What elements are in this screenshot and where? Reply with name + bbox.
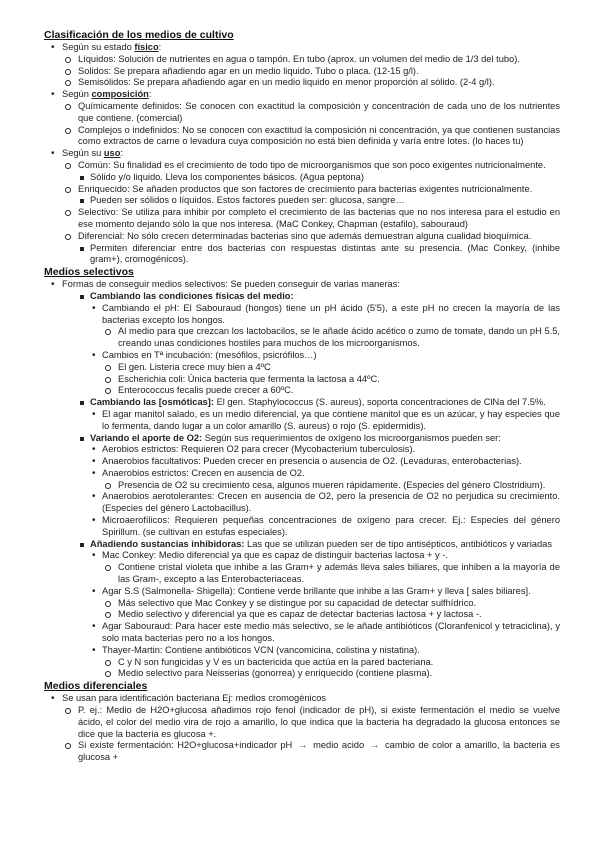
clasificacion-list (44, 42, 560, 266)
diferenciales-list (44, 693, 560, 764)
list-item: Líquidos: Solución de nutrientes en agua o tampón. En tubo (aprox. un volumen del medio de 1/3 del tubo). (62, 54, 560, 66)
list-item: • Anaerobios facultativos: Pueden crecer en presencia o ausencia de O2. (Levaduras, enterobacterias). (90, 456, 560, 468)
list-item: • Anaerobios aerotolerantes: Crecen en ausencia de O2, pero la presencia de O2 no perjudica su crecimiento. (Especies del género Lactobacillus). (90, 491, 560, 515)
list-item-diferencial: Diferencial: No sólo crecen determinadas bacterias sino que además demuestran alguna cualidad bioquímica. Permiten diferenciar entre dos bacterias con respuestas distintas ante su presencia. (Mac Conkey, (inhibe gram+), cromogénicos). (62, 231, 560, 266)
list-item-comun: Común: Su finalidad es el crecimiento de todo tipo de microorganismos que son poco exigentes nutricionalmente. Sólido y/o liquido. Lleva los componentes básicos. (Agua peptona) (62, 160, 560, 184)
list-item: Presencia de O2 su crecimiento cesa, algunos mueren rápidamente. (Especies del género Clostridium). (102, 480, 560, 492)
section-title-selectivos: Medios selectivos (44, 266, 134, 279)
list-item: • Thayer-Martin: Contiene antibióticos VCN (vancomicina, colistina y nistatina). C y N son fungicidas y V es un bactericida que actúa en la pared bacteriana. Medio selectivo para Neisserias (gonorrea) y enriquecido (contiene plasma). (90, 645, 560, 680)
list-item: Permiten diferenciar entre dos bacterias con respuestas distintas ante su presencia. (Mac Conkey, (inhibe gram+), cromogénicos). (78, 243, 560, 267)
list-item-estado: • Según su estado físico: Líquidos: Solución de nutrientes en agua o tampón. En tubo (aprox. un volumen del medio de 1/3 del tubo). Solidos: Se prepara añadiendo agar en un medio liquido. Tubo o placa. (12-15 g/l). Semisólidos: Se prepara añadiendo agar en un medio liquido en menor proporción al sólido. (2-4 g/l). (44, 42, 560, 89)
arrow-right-icon: → (369, 740, 380, 751)
list-item: • Mac Conkey: Medio diferencial ya que es capaz de distinguir bacterias lactosa + y -. Contiene cristal violeta que inhibe a las Gram+ y además lleva sales biliares, que inhiben a la mayoría de las Gram-, excepto a las Enterobacteriaceas. (90, 550, 560, 585)
arrow-right-icon: → (298, 740, 308, 751)
list-item-fermentacion: Si existe fermentación: H2O+glucosa+indicador pH → medio acido → cambio de color a amarillo, la bacteria es glucosa + (62, 740, 560, 764)
list-item-formas: • Formas de conseguir medios selectivos: Se pueden conseguir de varias maneras: Cambiando las condiciones físicas del medio: • Cambiando el pH: El Sabouraud (hongos) tiene un pH ácido (5'5), a este pH no crecen la mayoría de las bacterias excepto los hongos. Al medio para que crezcan los lactobacilos, se le añade ácido acético o zumo de tomate, dando un pH 5.5, creando unas condiciones hostiles para muchos de los microorganismos. • Cambios en Tª incubación: (mesófilos, psicrófilos…) El gen. Listeria crece muy bien a 4ºC Escherichia coli: Única bacteria que fermenta la lactosa a 44ºC. Enterococcus fecalis puede crecer a 60ºC. Cambiando las [osmóticas]: El gen. Staphylococcus (S. aureus), soporta concentraciones de ClNa del 7.5%. • El agar manitol salado, es un medio diferencial, ya que contiene manitol que es un azúcar, y hay especies que lo fermenta, dando lugar a un color amarillo (S. aureus) o rojo (S. epidermidis). Variando el aporte de O2: Según sus requerimientos de oxígeno los microorganismos pueden ser: • Aerobios estrictos: Requieren O2 para crecer (Mycobacterium tuberculosis). • Anaerobios facultativos: Pueden crecer en presencia o ausencia de O2. (Levaduras, enterobacterias). • Anaerobios estrictos: Crecen en ausencia de O2. Presencia de O2 su crecimiento cesa, algunos mueren rápidamente. (Especies del género Clostridium). • Anaerobios aerotolerantes: Crecen en ausencia de O2, pero la presencia de O2 no perjudica su crecimiento. (Especies del género Lactobacillus). • Microaerofílicos: Requieren pequeñas concentraciones de oxígeno para crecer. Ej.: Especies del género Spirillum. (se cultivan en estufas especiales). Añadiendo sustancias inhibidoras: Las que se utilizan pueden ser de tipo antisépticos, antibióticos y variadas • Mac Conkey: Medio diferencial ya que es capaz de distinguir bacterias lactosa + y -. Contiene cristal violeta que inhibe a las Gram+ y además lleva sales biliares, que inhiben a la mayoría de las Gram-, excepto a las Enterobacteriaceas. • Agar S.S (Salmonella- Shigella): Contiene verde brillante que inhibe a las Gram+ y lleva [ sales biliares]. Más selectivo que Mac Conkey y se distingue por su capacidad de detectar sulfhídrico. Medio selectivo y diferencial ya que es capaz de detectar bacterias lactosa + y lactosa -. • Agar Sabouraud: Para hacer este medio más selectivo, se le añade antibióticos (Cloranfenicol y tetraciclina), y solo mata bacterias pero no a los hongos. • Thayer-Martin: Contiene antibióticos VCN (vancomicina, colistina y nistatina). C y N son fungicidas y V es un bactericida que actúa en la pared bacteriana. Medio selectivo para Neisserias (gonorrea) y enriquecido (contiene plasma). (44, 279, 560, 680)
list-item: Químicamente definidos: Se conocen con exactitud la composición y concentración de cada uno de los nutrientes que contiene. (comercial) (62, 101, 560, 125)
list-item: Medio selectivo para Neisserias (gonorrea) y enriquecido (contiene plasma). (102, 668, 560, 680)
list-item: Más selectivo que Mac Conkey y se distingue por su capacidad de detectar sulfhídrico. (102, 598, 560, 610)
list-item-uso: • Según su uso: Común: Su finalidad es el crecimiento de todo tipo de microorganismos que son poco exigentes nutricionalmente. Sólido y/o liquido. Lleva los componentes básicos. (Agua peptona) Enriquecido: Se añaden productos que son factores de crecimiento para bacterias exigentes nutricionalmente. Pueden ser sólidos o líquidos. Estos factores pueden ser: glucosa, sangre… Selectivo: Se utiliza para inhibir por completo el crecimiento de las bacterias que no nos interesa para el estudio en ese momento dejando sólo la que nos interesa. (MaC Conkey, Chapman (estafilo), sabouraud) Diferencial: No sólo crecen determinadas bacterias sino que además demuestran alguna cualidad bioquímica. Permiten diferenciar entre dos bacterias con respuestas distintas ante su presencia. (Mac Conkey, (inhibe gram+), cromogénicos). (44, 148, 560, 266)
list-item: Enterococcus fecalis puede crecer a 60ºC. (102, 385, 560, 397)
list-item: P. ej.: Medio de H2O+glucosa añadimos rojo fenol (indicador de pH), si existe fermentación el medio se vuelve ácido, el color del medio vira de rojo a amarillo, lo que indica que la bacteria ha degradado la glucosa entonces se dice que la bacteria es glucosa +. (62, 705, 560, 740)
list-item: • Aerobios estrictos: Requieren O2 para crecer (Mycobacterium tuberculosis). (90, 444, 560, 456)
list-item: El gen. Listeria crece muy bien a 4ºC (102, 362, 560, 374)
section-title-clasificacion: Clasificación de los medios de cultivo (44, 29, 234, 41)
list-item: Al medio para que crezcan los lactobacilos, se le añade ácido acético o zumo de tomate, dando un pH 5.5, creando unas condiciones hostiles para muchos de los microorganismos. (102, 326, 560, 350)
list-item: Semisólidos: Se prepara añadiendo agar en un medio liquido en menor proporción al sólido. (2-4 g/l). (62, 77, 560, 89)
list-item: • Agar Sabouraud: Para hacer este medio más selectivo, se le añade antibióticos (Cloranfenicol y tetraciclina), y solo mata bacterias pero no a los hongos. (90, 621, 560, 645)
list-item-temp: • Cambios en Tª incubación: (mesófilos, psicrófilos…) El gen. Listeria crece muy bien a 4ºC Escherichia coli: Única bacteria que fermenta la lactosa a 44ºC. Enterococcus fecalis puede crecer a 60ºC. (90, 350, 560, 397)
list-item-intro: • Se usan para identificación bacteriana Ej: medios cromogénicos P. ej.: Medio de H2O+glucosa añadimos rojo fenol (indicador de pH), si existe fermentación el medio se vuelve ácido, el color del medio vira de rojo a amarillo, lo que indica que la bacteria ha degradado la glucosa entonces se dice que la bacteria es glucosa +. Si existe fermentación: H2O+glucosa+indicador pH → medio acido → cambio de color a amarillo, la bacteria es glucosa + (44, 693, 560, 764)
list-item-enriquecido: Enriquecido: Se añaden productos que son factores de crecimiento para bacterias exigentes nutricionalmente. Pueden ser sólidos o líquidos. Estos factores pueden ser: glucosa, sangre… (62, 184, 560, 208)
list-item-fisicas: Cambiando las condiciones físicas del medio: • Cambiando el pH: El Sabouraud (hongos) tiene un pH ácido (5'5), a este pH no crecen la mayoría de las bacterias excepto los hongos. Al medio para que crezcan los lactobacilos, se le añade ácido acético o zumo de tomate, dando un pH 5.5, creando unas condiciones hostiles para muchos de los microorganismos. • Cambios en Tª incubación: (mesófilos, psicrófilos…) El gen. Listeria crece muy bien a 4ºC Escherichia coli: Única bacteria que fermenta la lactosa a 44ºC. Enterococcus fecalis puede crecer a 60ºC. (78, 291, 560, 397)
list-item-selectivo: Selectivo: Se utiliza para inhibir por completo el crecimiento de las bacterias que no nos interesa para el estudio en ese momento dejando sólo la que nos interesa. (MaC Conkey, Chapman (estafilo), sabouraud) (62, 207, 560, 231)
list-item: • Agar S.S (Salmonella- Shigella): Contiene verde brillante que inhibe a las Gram+ y lleva [ sales biliares]. Más selectivo que Mac Conkey y se distingue por su capacidad de detectar sulfhídrico. Medio selectivo y diferencial ya que es capaz de detectar bacterias lactosa + y lactosa -. (90, 586, 560, 621)
list-item: • Microaerofílicos: Requieren pequeñas concentraciones de oxígeno para crecer. Ej.: Especies del género Spirillum. (se cultivan en estufas especiales). (90, 515, 560, 539)
list-item: Pueden ser sólidos o líquidos. Estos factores pueden ser: glucosa, sangre… (78, 195, 560, 207)
list-item-ph: • Cambiando el pH: El Sabouraud (hongos) tiene un pH ácido (5'5), a este pH no crecen la mayoría de las bacterias excepto los hongos. Al medio para que crezcan los lactobacilos, se le añade ácido acético o zumo de tomate, dando un pH 5.5, creando unas condiciones hostiles para muchos de los microorganismos. (90, 303, 560, 350)
list-item: Medio selectivo y diferencial ya que es capaz de detectar bacterias lactosa + y lactosa -. (102, 609, 560, 621)
list-item: Escherichia coli: Única bacteria que fermenta la lactosa a 44ºC. (102, 374, 560, 386)
list-item: Complejos o indefinidos: No se conocen con exactitud la composición ni concentración, ya que contienen sustancias como extractos de carne o levadura cuya composición no está bien definida y varía entre lotes. (lo haces tu) (62, 125, 560, 149)
list-item: Sólido y/o liquido. Lleva los componentes básicos. (Agua peptona) (78, 172, 560, 184)
list-item-inhibidoras: Añadiendo sustancias inhibidoras: Las que se utilizan pueden ser de tipo antisépticos, antibióticos y variadas • Mac Conkey: Medio diferencial ya que es capaz de distinguir bacterias lactosa + y -. Contiene cristal violeta que inhibe a las Gram+ y además lleva sales biliares, que inhiben a la mayoría de las Gram-, excepto a las Enterobacteriaceas. • Agar S.S (Salmonella- Shigella): Contiene verde brillante que inhibe a las Gram+ y lleva [ sales biliares]. Más selectivo que Mac Conkey y se distingue por su capacidad de detectar sulfhídrico. Medio selectivo y diferencial ya que es capaz de detectar bacterias lactosa + y lactosa -. • Agar Sabouraud: Para hacer este medio más selectivo, se le añade antibióticos (Cloranfenicol y tetraciclina), y solo mata bacterias pero no a los hongos. • Thayer-Martin: Contiene antibióticos VCN (vancomicina, colistina y nistatina). C y N son fungicidas y V es un bactericida que actúa en la pared bacteriana. Medio selectivo para Neisserias (gonorrea) y enriquecido (contiene plasma). (78, 539, 560, 681)
section-title-diferenciales: Medios diferenciales (44, 680, 148, 693)
list-item: Contiene cristal violeta que inhibe a las Gram+ y además lleva sales biliares, que inhiben a la mayoría de las Gram-, excepto a las Enterobacteriaceas. (102, 562, 560, 586)
list-item-o2: Variando el aporte de O2: Según sus requerimientos de oxígeno los microorganismos pueden ser: • Aerobios estrictos: Requieren O2 para crecer (Mycobacterium tuberculosis). • Anaerobios facultativos: Pueden crecer en presencia o ausencia de O2. (Levaduras, enterobacterias). • Anaerobios estrictos: Crecen en ausencia de O2. Presencia de O2 su crecimiento cesa, algunos mueren rápidamente. (Especies del género Clostridium). • Anaerobios aerotolerantes: Crecen en ausencia de O2, pero la presencia de O2 no perjudica su crecimiento. (Especies del género Lactobacillus). • Microaerofílicos: Requieren pequeñas concentraciones de oxígeno para crecer. Ej.: Especies del género Spirillum. (se cultivan en estufas especiales). (78, 433, 560, 539)
list-item-osmoticas: Cambiando las [osmóticas]: El gen. Staphylococcus (S. aureus), soporta concentraciones de ClNa del 7.5%. • El agar manitol salado, es un medio diferencial, ya que contiene manitol que es un azúcar, y hay especies que lo fermenta, dando lugar a un color amarillo (S. aureus) o rojo (S. epidermidis). (78, 397, 560, 432)
list-item: • Anaerobios estrictos: Crecen en ausencia de O2. Presencia de O2 su crecimiento cesa, algunos mueren rápidamente. (Especies del género Clostridium). (90, 468, 560, 492)
selectivos-list (44, 279, 560, 680)
list-item: C y N son fungicidas y V es un bactericida que actúa en la pared bacteriana. (102, 657, 560, 669)
list-item: Solidos: Se prepara añadiendo agar en un medio liquido. Tubo o placa. (12-15 g/l). (62, 66, 560, 78)
list-item-composicion: • Según composición: Químicamente definidos: Se conocen con exactitud la composición y concentración de cada uno de los nutrientes que contiene. (comercial) Complejos o indefinidos: No se conocen con exactitud la composición ni concentración, ya que contienen sustancias como extractos de carne o levadura cuya composición no está bien definida y varía entre lotes. (lo haces tu) (44, 89, 560, 148)
list-item: • El agar manitol salado, es un medio diferencial, ya que contiene manitol que es un azúcar, y hay especies que lo fermenta, dando lugar a un color amarillo (S. aureus) o rojo (S. epidermidis). (90, 409, 560, 433)
